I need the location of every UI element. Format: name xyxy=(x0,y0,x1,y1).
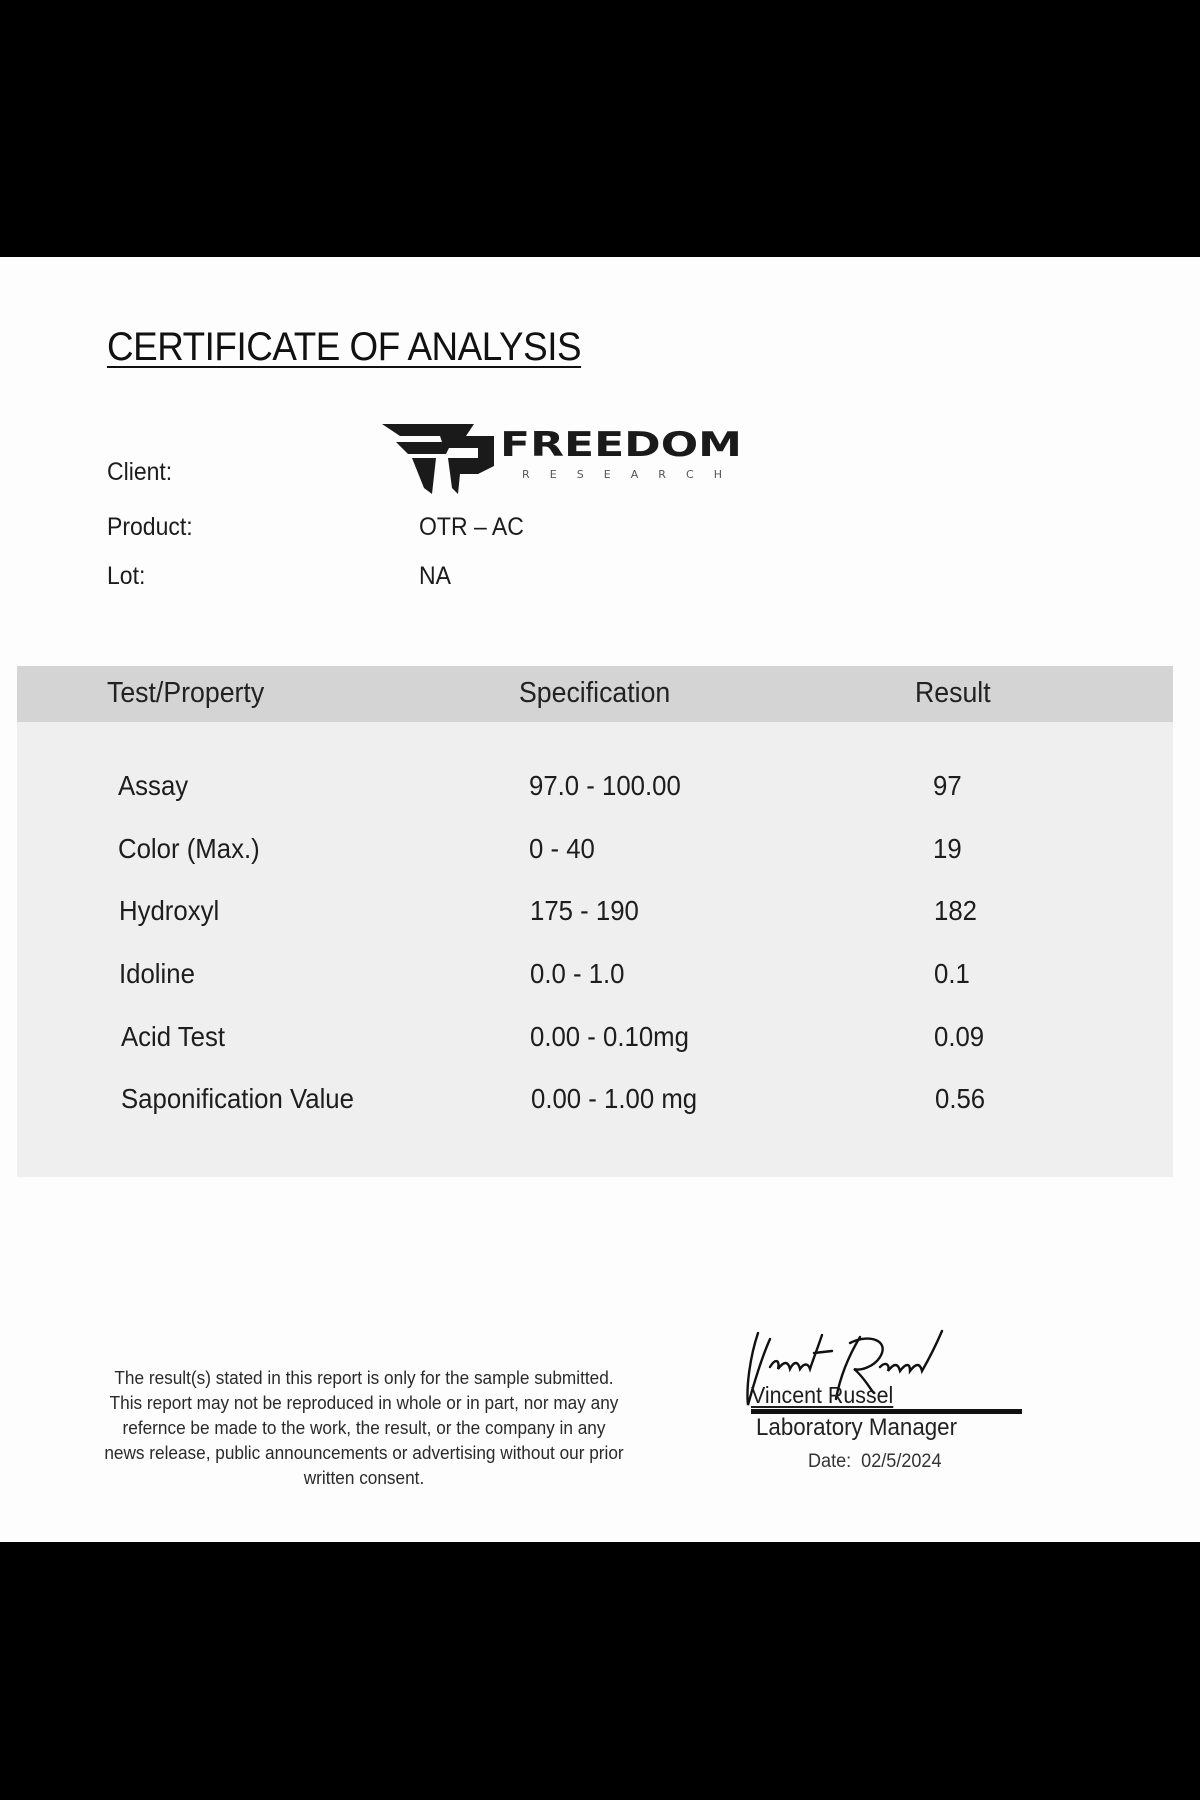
header-specification: Specification xyxy=(519,677,671,709)
cell-test: Idoline xyxy=(119,958,195,989)
header-result: Result xyxy=(915,677,991,709)
cell-spec: 0 - 40 xyxy=(529,833,595,864)
disclaimer-text: The result(s) stated in this report is only for the sample submitted. This report may not be reproduced in whole or in part, nor may any refernce be made to the work, the result, or the company in any news release, public announcements or advertising without our prior written consent. xyxy=(104,1367,624,1488)
cell-spec: 175 - 190 xyxy=(530,895,639,926)
cell-test: Acid Test xyxy=(121,1021,226,1052)
lot-value: NA xyxy=(419,562,451,590)
cell-test: Saponification Value xyxy=(121,1083,354,1114)
product-label: Product: xyxy=(107,513,193,541)
table-row xyxy=(17,1083,1173,1123)
signature-date xyxy=(808,1451,941,1473)
cell-result: 19 xyxy=(933,833,962,864)
date-label: Date: xyxy=(808,1451,852,1472)
cell-spec: 0.00 - 0.10mg xyxy=(530,1021,689,1052)
results-table xyxy=(17,666,1173,1177)
table-row xyxy=(17,1021,1173,1061)
cell-test: Hydroxyl xyxy=(119,895,220,926)
client-label: Client: xyxy=(107,458,173,486)
cell-test: Assay xyxy=(118,770,189,801)
cell-result: 0.1 xyxy=(934,958,970,989)
table-row xyxy=(17,833,1173,873)
cell-spec: 97.0 - 100.00 xyxy=(529,770,681,801)
cell-result: 0.09 xyxy=(934,1021,985,1052)
table-row xyxy=(17,958,1173,998)
product-value: OTR – AC xyxy=(419,513,524,541)
cell-result: 0.56 xyxy=(935,1083,986,1114)
table-row xyxy=(17,770,1173,810)
table-row xyxy=(17,895,1173,935)
svg-text:FREEDOM: FREEDOM xyxy=(500,425,742,465)
date-value: 02/5/2024 xyxy=(861,1451,942,1472)
table-header xyxy=(17,666,1173,722)
lot-label: Lot: xyxy=(107,562,146,590)
cell-result: 182 xyxy=(934,895,977,926)
certificate-page xyxy=(0,257,1200,1542)
cell-test: Color (Max.) xyxy=(118,833,260,864)
client-logo-icon xyxy=(382,422,748,494)
cell-spec: 0.00 - 1.00 mg xyxy=(531,1083,698,1114)
cell-result: 97 xyxy=(933,770,962,801)
cell-spec: 0.0 - 1.0 xyxy=(530,958,625,989)
signatory-name: Vincent Russel xyxy=(751,1382,894,1408)
signatory-title: Laboratory Manager xyxy=(756,1414,958,1441)
header-test-property: Test/Property xyxy=(107,677,265,709)
svg-text:R E S E A R C H: R E S E A R C H xyxy=(522,468,722,481)
document-title: CERTIFICATE OF ANALYSIS xyxy=(107,325,582,369)
